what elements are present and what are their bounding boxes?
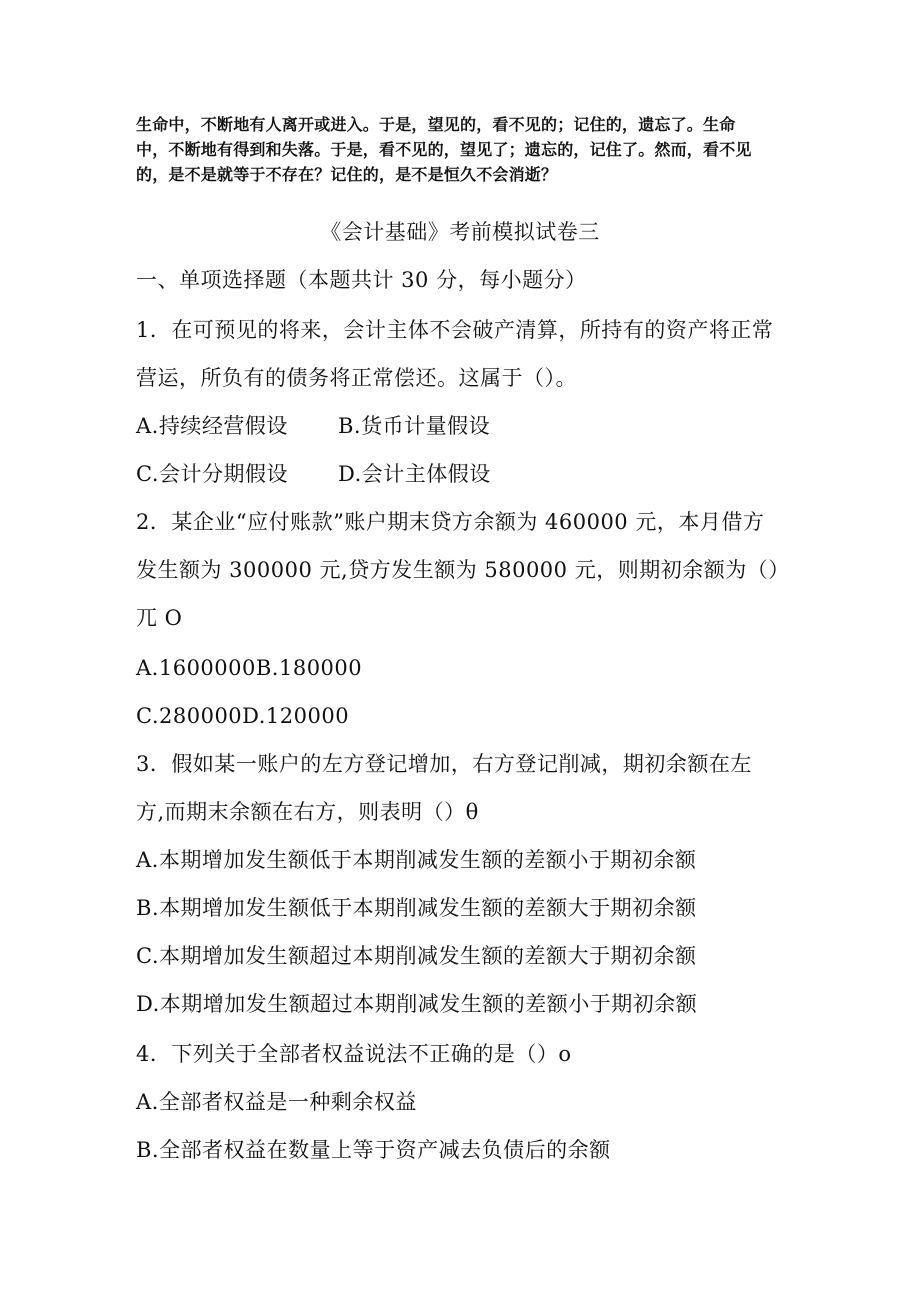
- question-3-stem: 方,而期末余额在右方，则表明（）θ: [136, 800, 479, 824]
- question-1-option-c: C.会计分期假设: [136, 462, 288, 486]
- question-1-option-d: D.会计主体假设: [338, 462, 491, 486]
- question-4-option-a: A.全部者权益是一种剩余权益: [136, 1090, 417, 1114]
- section-heading: 一、单项选择题（本题共计 30 分，每小题分）: [136, 268, 587, 292]
- question-4-option-b: B.全部者权益在数量上等于资产减去负债后的余额: [136, 1138, 611, 1162]
- question-3-option-d: D.本期增加发生额超过本期削减发生额的差额小于期初余额: [136, 992, 698, 1016]
- question-3-option-a: A.本期增加发生额低于本期削减发生额的差额小于期初余额: [136, 848, 697, 872]
- intro-line: 中，不断地有得到和失落。于是，看不见的，望见了；遗忘的，记住了。然而，看不见: [136, 140, 752, 159]
- question-2-options-cd: C.280000D.120000: [136, 704, 350, 728]
- question-1-option-b: B.货币计量假设: [338, 414, 491, 438]
- question-3-stem: 3．假如某一账户的左方登记增加，右方登记削减，期初余额在左: [136, 752, 752, 776]
- intro-paragraph: [136, 112, 796, 187]
- question-3-option-b: B.本期增加发生额低于本期削减发生额的差额大于期初余额: [136, 896, 697, 920]
- question-1-stem: 1．在可预见的将来，会计主体不会破产清算，所持有的资产将正常: [136, 318, 774, 342]
- intro-line: 的，是不是就等于不存在？记住的，是不是恒久不会消逝？: [136, 165, 558, 184]
- question-4-stem: 4．下列关于全部者权益说法不正确的是（）o: [136, 1042, 572, 1066]
- intro-line: 生命中，不断地有人离开或进入。于是，望见的，看不见的；记住的，遗忘了。生命: [136, 115, 736, 134]
- question-2-stem: 2．某企业“应付账款”账户期末贷方余额为 460000 元，本月借方: [136, 510, 765, 534]
- question-2-options-ab: A.1600000B.180000: [136, 656, 363, 680]
- question-1-option-a: A.持续经营假设: [136, 414, 288, 438]
- question-1-stem: 营运，所负有的债务将正常偿还。这属于（）。: [136, 366, 577, 390]
- question-2-stem: 兀 O: [136, 606, 183, 630]
- question-3-option-c: C.本期增加发生额超过本期削减发生额的差额大于期初余额: [136, 944, 697, 968]
- exam-title: 《会计基础》考前模拟试卷三: [320, 220, 600, 244]
- question-2-stem: 发生额为 300000 元,贷方发生额为 580000 元，则期初余额为（）: [136, 558, 790, 582]
